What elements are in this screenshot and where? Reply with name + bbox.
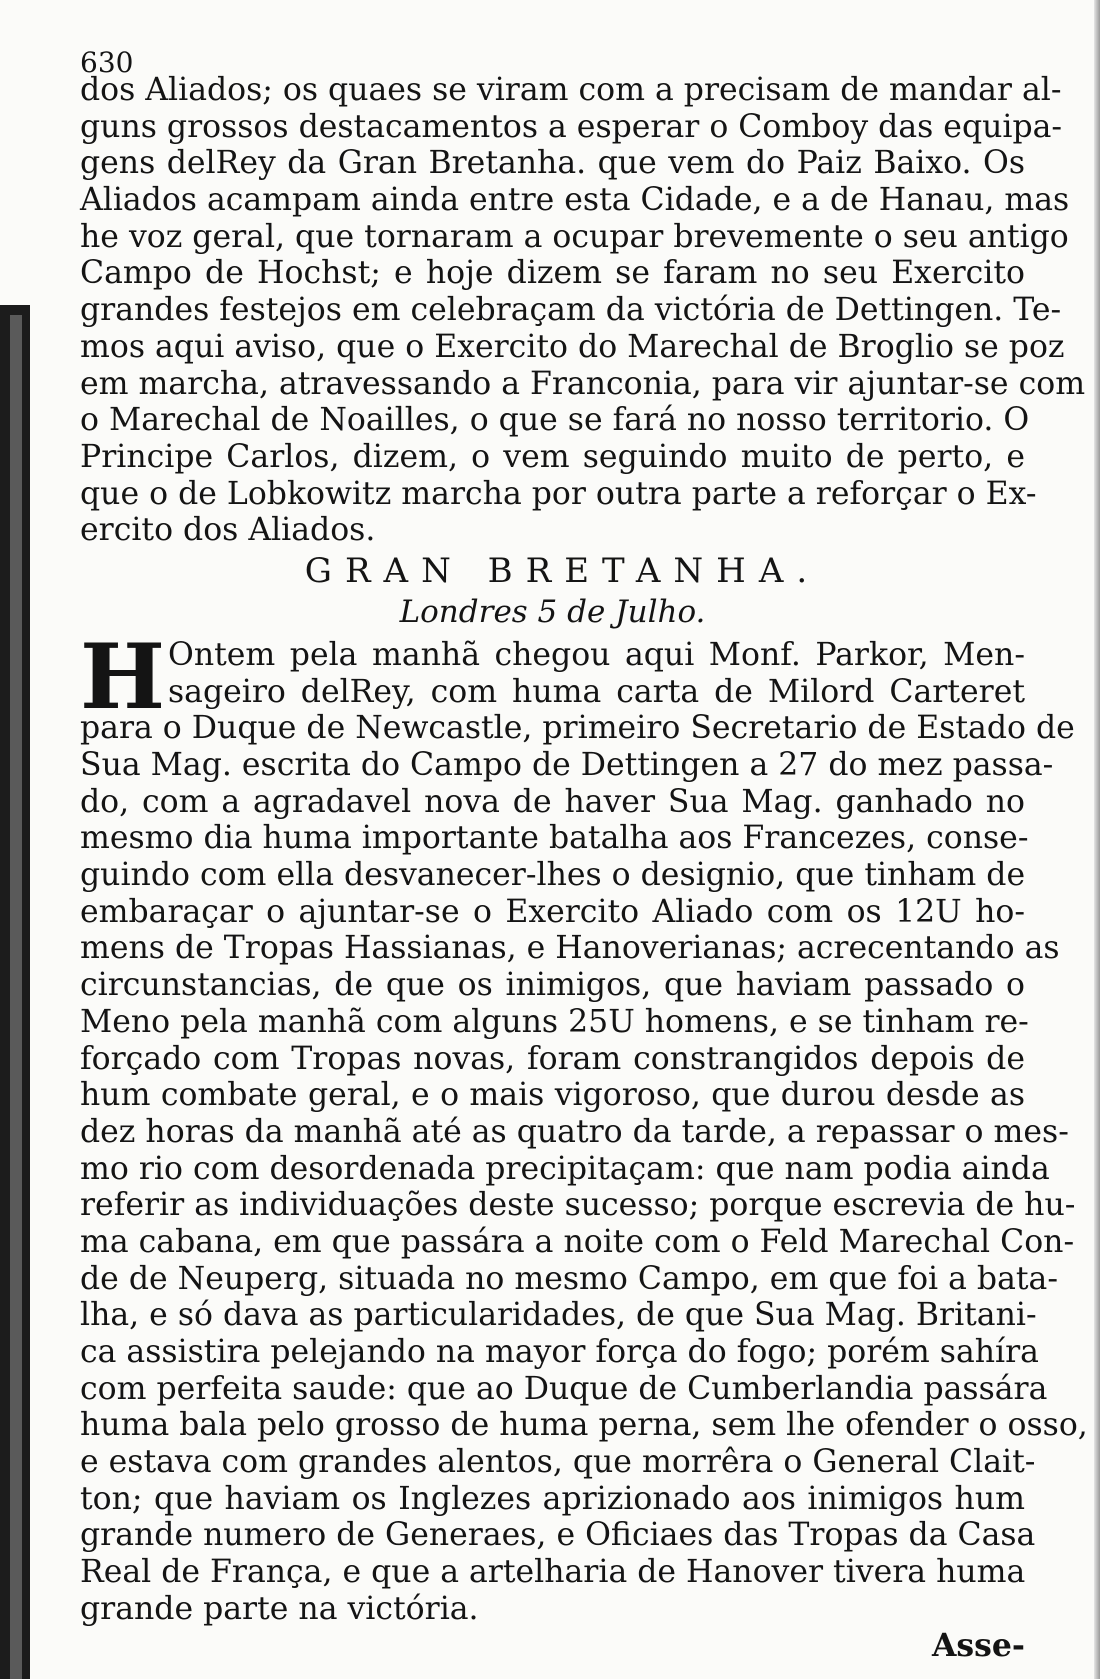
article-text xyxy=(80,46,1088,1664)
text-line: Principe Carlos, dizem, o vem seguindo muito de perto, e xyxy=(80,438,1025,475)
paragraph-londres xyxy=(80,623,1088,1628)
text-line: ma cabana, em que passára a noite com o Feld Marechal Con- xyxy=(80,1223,1075,1260)
text-line: Sua Mag. escrita do Campo de Dettingen a 27 do mez passa- xyxy=(80,747,1054,783)
text-line: Campo de Hochst; e hoje dizem se faram no seu Exercito xyxy=(80,255,1025,292)
text-line: guindo com ella desvanecer-lhes o designio, que tinham de xyxy=(80,857,1026,894)
text-line: gens delRey da Gran Bretanha. que vem do Paiz Baixo. Os xyxy=(80,145,1025,182)
text-line: referir as individuações deste sucesso; porque escrevia de hu- xyxy=(80,1187,1076,1224)
adjacent-page-edge xyxy=(0,305,30,1679)
text-line: ton; que haviam os Inglezes aprizionado aos inimigos hum xyxy=(80,1480,1025,1517)
text-line: ca assistira pelejando na mayor força do fogo; porém sahíra xyxy=(80,1334,1039,1370)
text-line: huma bala pelo grosso de huma perna, sem lhe ofender o osso, xyxy=(80,1407,1088,1444)
text-line: mesmo dia huma importante batalha aos Francezes, conse- xyxy=(80,820,1029,857)
page-number: 630 xyxy=(80,46,134,79)
text-line: que o de Lobkowitz marcha por outra parte a reforçar o Ex- xyxy=(80,475,1037,512)
text-line: o Marechal de Noailles, o que se fará no nosso territorio. O xyxy=(80,402,1030,439)
text-line: ercito dos Aliados. xyxy=(80,512,376,549)
section-title: GRAN BRETANHA. xyxy=(304,550,821,591)
text-line: embaraçar o ajuntar-se o Exercito Aliado com os 12U ho- xyxy=(80,893,1025,930)
catchword: Asse- xyxy=(931,1626,1025,1664)
text-line: guns grossos destacamentos a esperar o Comboy das equipa- xyxy=(80,108,1063,145)
text-line: lha, e só dava as particularidades, de que Sua Mag. Britani- xyxy=(80,1297,1037,1334)
text-line: Aliados acampam ainda entre esta Cidade, e a de Hanau, mas xyxy=(80,182,1070,219)
text-line: forçado com Tropas novas, foram constrangidos depois de xyxy=(80,1040,1025,1077)
text-line: grandes festejos em celebraçam da victória de Dettingen. Te- xyxy=(80,292,1062,329)
text-line: Ontem pela manhã chegou aqui Monf. Parkor, Men- xyxy=(168,636,1025,673)
drop-cap: H xyxy=(80,623,166,730)
text-line: mens de Tropas Hassianas, e Hanoverianas; acrecentando as xyxy=(80,930,1060,967)
text-line: grande numero de Generaes, e Oficiaes das Tropas da Casa xyxy=(80,1517,1036,1554)
text-line: grande parte na victória. xyxy=(80,1590,479,1627)
text-line: dos Aliados; os quaes se viram com a precisam de mandar al- xyxy=(80,72,1062,108)
text-line: em marcha, atravessando a Franconia, para vir ajuntar-se com xyxy=(80,365,1086,402)
text-line: do, com a agradavel nova de haver Sua Mag. ganhado no xyxy=(80,783,1025,820)
text-line: hum combate geral, e o mais vigoroso, que durou desde as xyxy=(80,1077,1025,1114)
text-line: sageiro delRey, com huma carta de Milord Carteret xyxy=(168,673,1025,710)
text-line: de de Neuperg, situada no mesmo Campo, em que foi a bata- xyxy=(80,1260,1058,1297)
text-line: mos aqui aviso, que o Exercito do Marechal de Broglio se poz xyxy=(80,328,1065,365)
text-line: Meno pela manhã com alguns 25U homens, e se tinham re- xyxy=(80,1003,1029,1040)
text-line: dez horas da manhã até as quatro da tarde, a repassar o mes- xyxy=(80,1113,1069,1150)
text-line: he voz geral, que tornaram a ocupar brevemente o seu antigo xyxy=(80,218,1069,255)
text-line: com perfeita saude: que ao Duque de Cumberlandia passára xyxy=(80,1370,1048,1407)
text-line: mo rio com desordenada precipitaçam: que nam podia ainda xyxy=(80,1150,1050,1187)
paragraph-aliados xyxy=(80,72,1086,549)
dateline: Londres 5 de Julho. xyxy=(399,593,706,630)
text-line: e estava com grandes alentos, que morrêra o General Clait- xyxy=(80,1444,1036,1481)
page-shadow-edge xyxy=(1094,0,1100,1679)
text-line: circunstancias, de que os inimigos, que haviam passado o xyxy=(80,967,1025,1004)
text-line: para o Duque de Newcastle, primeiro Secretario de Estado de xyxy=(80,710,1075,747)
text-line: Real de França, e que a artelharia de Hanover tivera huma xyxy=(80,1554,1026,1591)
